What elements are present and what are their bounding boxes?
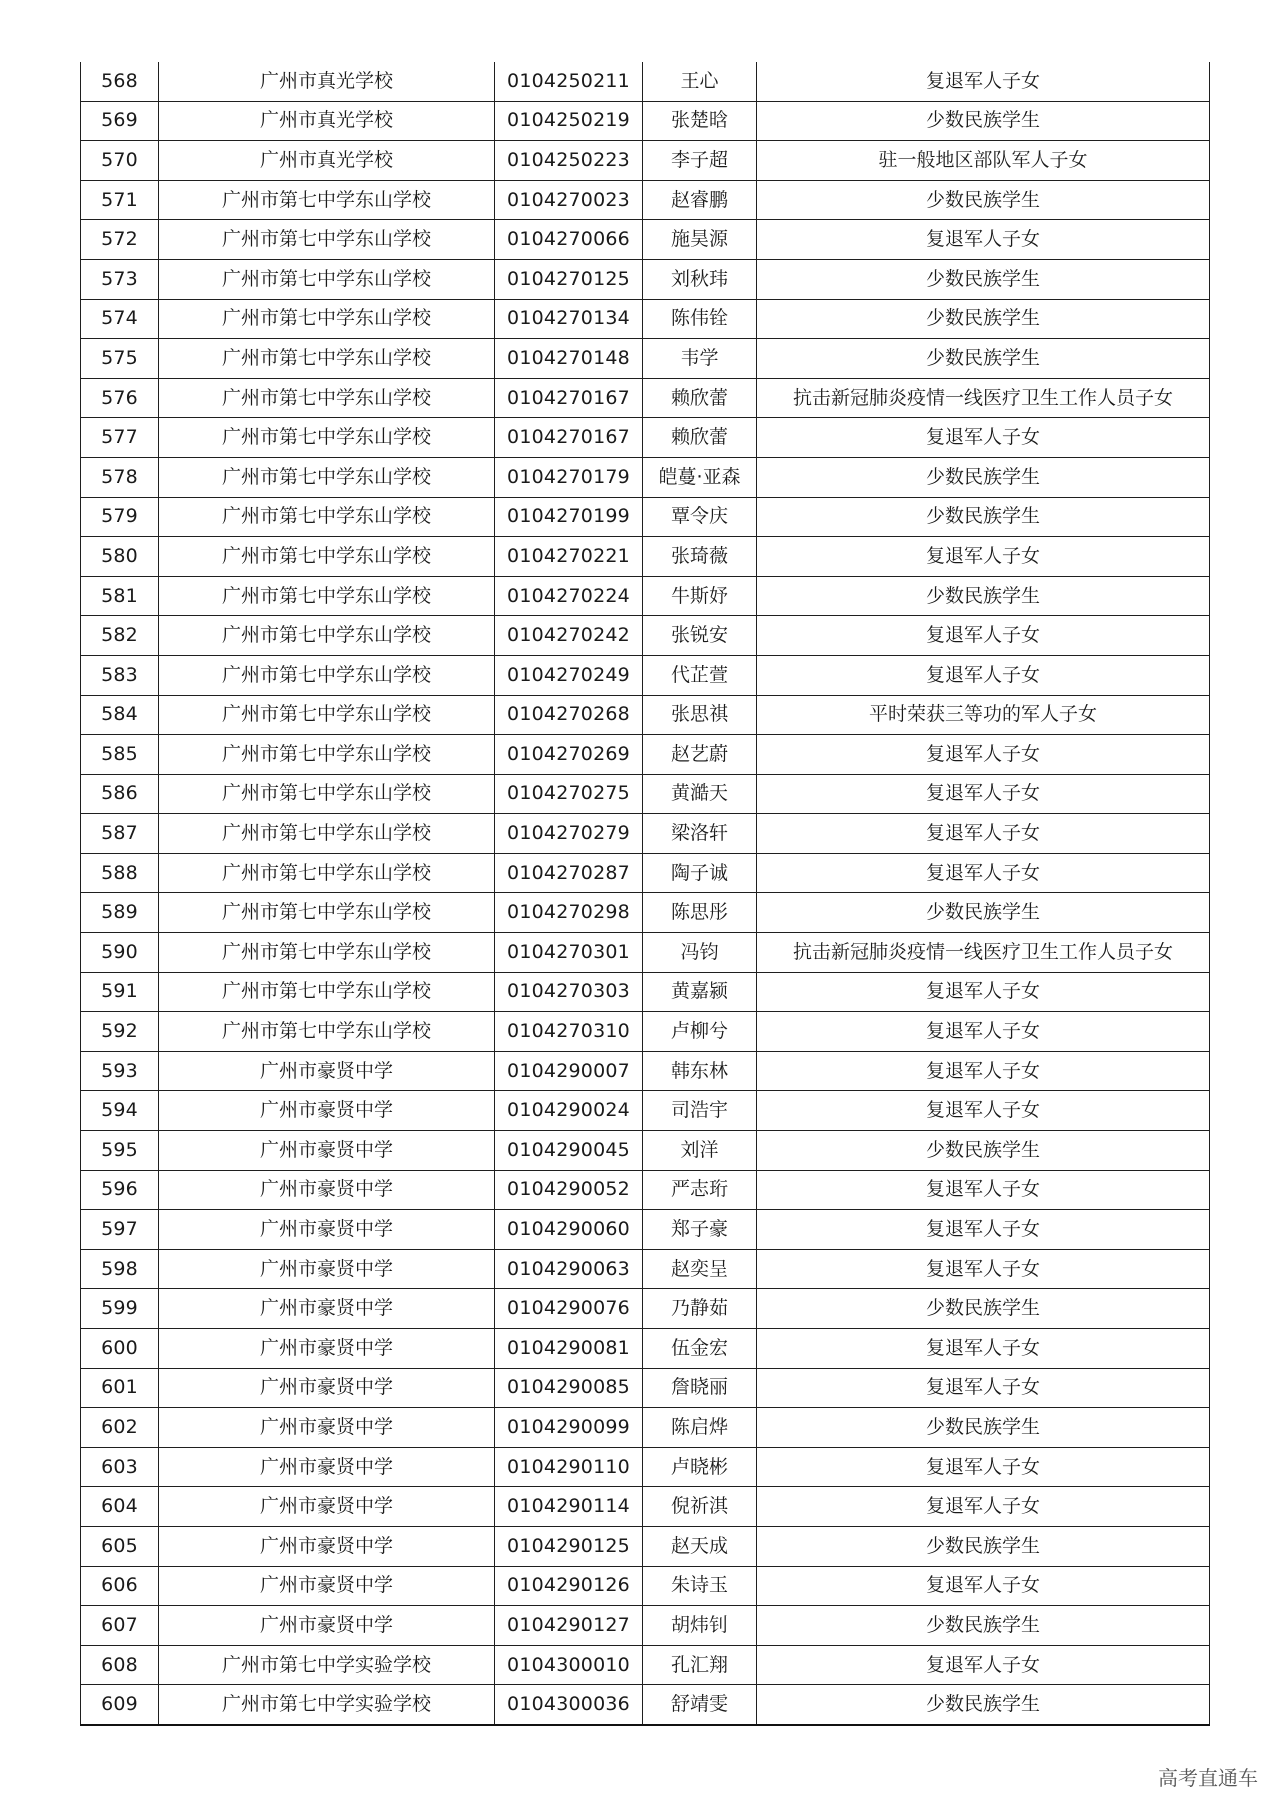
row-number-cell: 595 — [81, 1131, 159, 1171]
student-id-cell: 0104270066 — [495, 220, 643, 260]
student-id-cell: 0104270179 — [495, 457, 643, 497]
school-name-cell: 广州市第七中学东山学校 — [159, 735, 495, 775]
student-name-cell: 梁洛轩 — [643, 814, 757, 854]
row-number-cell: 575 — [81, 339, 159, 379]
student-id-cell: 0104270303 — [495, 972, 643, 1012]
category-cell: 复退军人子女 — [757, 1487, 1210, 1527]
school-name-cell: 广州市第七中学东山学校 — [159, 220, 495, 260]
row-number-cell: 571 — [81, 180, 159, 220]
school-name-cell: 广州市第七中学东山学校 — [159, 814, 495, 854]
category-cell: 少数民族学生 — [757, 497, 1210, 537]
row-number-cell: 583 — [81, 655, 159, 695]
student-id-cell: 0104270125 — [495, 259, 643, 299]
row-number-cell: 572 — [81, 220, 159, 260]
school-name-cell: 广州市豪贤中学 — [159, 1447, 495, 1487]
student-name-cell: 陈启烨 — [643, 1408, 757, 1448]
student-name-cell: 陈思彤 — [643, 893, 757, 933]
school-name-cell: 广州市第七中学东山学校 — [159, 616, 495, 656]
table-row — [81, 1487, 1210, 1527]
row-number-cell: 600 — [81, 1329, 159, 1369]
table-row — [81, 259, 1210, 299]
school-name-cell: 广州市第七中学东山学校 — [159, 378, 495, 418]
student-name-cell: 张思祺 — [643, 695, 757, 735]
student-id-cell: 0104250219 — [495, 101, 643, 141]
student-id-cell: 0104270224 — [495, 576, 643, 616]
table-row — [81, 1289, 1210, 1329]
student-id-cell: 0104290125 — [495, 1526, 643, 1566]
student-id-cell: 0104270275 — [495, 774, 643, 814]
row-number-cell: 596 — [81, 1170, 159, 1210]
row-number-cell: 579 — [81, 497, 159, 537]
roster-sheet — [80, 62, 1209, 1726]
student-name-cell: 陶子诚 — [643, 853, 757, 893]
student-name-cell: 覃令庆 — [643, 497, 757, 537]
student-name-cell: 施昊源 — [643, 220, 757, 260]
category-cell: 少数民族学生 — [757, 1526, 1210, 1566]
category-cell: 少数民族学生 — [757, 457, 1210, 497]
school-name-cell: 广州市第七中学东山学校 — [159, 299, 495, 339]
table-row — [81, 1170, 1210, 1210]
school-name-cell: 广州市第七中学东山学校 — [159, 774, 495, 814]
student-id-cell: 0104290081 — [495, 1329, 643, 1369]
school-name-cell: 广州市第七中学实验学校 — [159, 1645, 495, 1685]
student-id-cell: 0104290060 — [495, 1210, 643, 1250]
school-name-cell: 广州市第七中学东山学校 — [159, 457, 495, 497]
school-name-cell: 广州市第七中学东山学校 — [159, 418, 495, 458]
student-name-cell: 黄嘉颍 — [643, 972, 757, 1012]
table-row — [81, 101, 1210, 141]
table-row — [81, 1249, 1210, 1289]
school-name-cell: 广州市第七中学东山学校 — [159, 537, 495, 577]
student-id-cell: 0104290076 — [495, 1289, 643, 1329]
table-row — [81, 735, 1210, 775]
category-cell: 复退军人子女 — [757, 418, 1210, 458]
table-row — [81, 1526, 1210, 1566]
category-cell: 复退军人子女 — [757, 1051, 1210, 1091]
student-name-cell: 皑蔓·亚森 — [643, 457, 757, 497]
student-id-cell: 0104270242 — [495, 616, 643, 656]
table-row — [81, 1051, 1210, 1091]
category-cell: 抗击新冠肺炎疫情一线医疗卫生工作人员子女 — [757, 933, 1210, 973]
school-name-cell: 广州市豪贤中学 — [159, 1566, 495, 1606]
school-name-cell: 广州市豪贤中学 — [159, 1408, 495, 1448]
student-name-cell: 胡炜钊 — [643, 1606, 757, 1646]
school-name-cell: 广州市第七中学东山学校 — [159, 339, 495, 379]
table-row — [81, 616, 1210, 656]
row-number-cell: 568 — [81, 62, 159, 101]
roster-table — [80, 62, 1210, 1726]
student-name-cell: 韩东林 — [643, 1051, 757, 1091]
category-cell: 复退军人子女 — [757, 655, 1210, 695]
row-number-cell: 588 — [81, 853, 159, 893]
school-name-cell: 广州市第七中学东山学校 — [159, 259, 495, 299]
student-id-cell: 0104290127 — [495, 1606, 643, 1646]
table-row — [81, 141, 1210, 181]
row-number-cell: 593 — [81, 1051, 159, 1091]
table-row — [81, 537, 1210, 577]
row-number-cell: 574 — [81, 299, 159, 339]
student-id-cell: 0104290099 — [495, 1408, 643, 1448]
table-row — [81, 1012, 1210, 1052]
school-name-cell: 广州市豪贤中学 — [159, 1289, 495, 1329]
row-number-cell: 590 — [81, 933, 159, 973]
category-cell: 少数民族学生 — [757, 180, 1210, 220]
student-name-cell: 黄澔天 — [643, 774, 757, 814]
student-name-cell: 陈伟铨 — [643, 299, 757, 339]
school-name-cell: 广州市豪贤中学 — [159, 1131, 495, 1171]
category-cell: 复退军人子女 — [757, 1210, 1210, 1250]
student-id-cell: 0104270298 — [495, 893, 643, 933]
student-id-cell: 0104270221 — [495, 537, 643, 577]
category-cell: 复退军人子女 — [757, 814, 1210, 854]
student-id-cell: 0104250211 — [495, 62, 643, 101]
row-number-cell: 609 — [81, 1685, 159, 1725]
table-row — [81, 1645, 1210, 1685]
student-name-cell: 卢柳兮 — [643, 1012, 757, 1052]
school-name-cell: 广州市第七中学东山学校 — [159, 497, 495, 537]
table-row — [81, 1329, 1210, 1369]
student-id-cell: 0104270287 — [495, 853, 643, 893]
school-name-cell: 广州市第七中学东山学校 — [159, 853, 495, 893]
table-row — [81, 457, 1210, 497]
student-id-cell: 0104290063 — [495, 1249, 643, 1289]
row-number-cell: 569 — [81, 101, 159, 141]
student-name-cell: 赵睿鹏 — [643, 180, 757, 220]
category-cell: 复退军人子女 — [757, 62, 1210, 101]
student-name-cell: 严志珩 — [643, 1170, 757, 1210]
row-number-cell: 576 — [81, 378, 159, 418]
student-name-cell: 卢晓彬 — [643, 1447, 757, 1487]
student-name-cell: 赵艺蔚 — [643, 735, 757, 775]
school-name-cell: 广州市第七中学东山学校 — [159, 893, 495, 933]
row-number-cell: 606 — [81, 1566, 159, 1606]
row-number-cell: 599 — [81, 1289, 159, 1329]
student-name-cell: 李子超 — [643, 141, 757, 181]
row-number-cell: 585 — [81, 735, 159, 775]
student-id-cell: 0104290110 — [495, 1447, 643, 1487]
student-id-cell: 0104290045 — [495, 1131, 643, 1171]
student-name-cell: 伍金宏 — [643, 1329, 757, 1369]
student-name-cell: 倪祈淇 — [643, 1487, 757, 1527]
student-name-cell: 司浩宇 — [643, 1091, 757, 1131]
category-cell: 少数民族学生 — [757, 1408, 1210, 1448]
category-cell: 少数民族学生 — [757, 893, 1210, 933]
student-name-cell: 张琦薇 — [643, 537, 757, 577]
school-name-cell: 广州市真光学校 — [159, 62, 495, 101]
table-row — [81, 1566, 1210, 1606]
student-name-cell: 张楚晗 — [643, 101, 757, 141]
category-cell: 少数民族学生 — [757, 339, 1210, 379]
row-number-cell: 591 — [81, 972, 159, 1012]
student-name-cell: 赖欣蕾 — [643, 378, 757, 418]
table-row — [81, 1210, 1210, 1250]
table-row — [81, 972, 1210, 1012]
category-cell: 少数民族学生 — [757, 259, 1210, 299]
table-row — [81, 1408, 1210, 1448]
table-row — [81, 180, 1210, 220]
row-number-cell: 601 — [81, 1368, 159, 1408]
category-cell: 平时荣获三等功的军人子女 — [757, 695, 1210, 735]
row-number-cell: 580 — [81, 537, 159, 577]
category-cell: 复退军人子女 — [757, 1447, 1210, 1487]
row-number-cell: 605 — [81, 1526, 159, 1566]
category-cell: 复退军人子女 — [757, 853, 1210, 893]
student-name-cell: 郑子豪 — [643, 1210, 757, 1250]
table-row — [81, 1368, 1210, 1408]
row-number-cell: 582 — [81, 616, 159, 656]
category-cell: 少数民族学生 — [757, 1289, 1210, 1329]
table-row — [81, 497, 1210, 537]
row-number-cell: 604 — [81, 1487, 159, 1527]
watermark-text: 高考直通车 — [1158, 1766, 1258, 1790]
table-row — [81, 299, 1210, 339]
row-number-cell: 589 — [81, 893, 159, 933]
table-row — [81, 1131, 1210, 1171]
student-id-cell: 0104270269 — [495, 735, 643, 775]
row-number-cell: 594 — [81, 1091, 159, 1131]
student-id-cell: 0104290085 — [495, 1368, 643, 1408]
category-cell: 复退军人子女 — [757, 1645, 1210, 1685]
row-number-cell: 587 — [81, 814, 159, 854]
category-cell: 复退军人子女 — [757, 220, 1210, 260]
row-number-cell: 578 — [81, 457, 159, 497]
student-id-cell: 0104290007 — [495, 1051, 643, 1091]
student-id-cell: 0104270023 — [495, 180, 643, 220]
school-name-cell: 广州市第七中学东山学校 — [159, 933, 495, 973]
student-name-cell: 赖欣蕾 — [643, 418, 757, 458]
student-name-cell: 代芷萱 — [643, 655, 757, 695]
row-number-cell: 586 — [81, 774, 159, 814]
student-id-cell: 0104270134 — [495, 299, 643, 339]
row-number-cell: 570 — [81, 141, 159, 181]
category-cell: 复退军人子女 — [757, 1012, 1210, 1052]
table-row — [81, 378, 1210, 418]
school-name-cell: 广州市第七中学东山学校 — [159, 695, 495, 735]
school-name-cell: 广州市豪贤中学 — [159, 1170, 495, 1210]
school-name-cell: 广州市豪贤中学 — [159, 1329, 495, 1369]
category-cell: 抗击新冠肺炎疫情一线医疗卫生工作人员子女 — [757, 378, 1210, 418]
table-row — [81, 418, 1210, 458]
row-number-cell: 592 — [81, 1012, 159, 1052]
category-cell: 复退军人子女 — [757, 774, 1210, 814]
student-id-cell: 0104270301 — [495, 933, 643, 973]
category-cell: 复退军人子女 — [757, 1329, 1210, 1369]
table-row — [81, 62, 1210, 101]
table-row — [81, 695, 1210, 735]
table-row — [81, 814, 1210, 854]
student-name-cell: 韦学 — [643, 339, 757, 379]
school-name-cell: 广州市豪贤中学 — [159, 1091, 495, 1131]
student-name-cell: 王心 — [643, 62, 757, 101]
school-name-cell: 广州市第七中学东山学校 — [159, 576, 495, 616]
student-name-cell: 牛斯妤 — [643, 576, 757, 616]
student-name-cell: 朱诗玉 — [643, 1566, 757, 1606]
student-id-cell: 0104290114 — [495, 1487, 643, 1527]
school-name-cell: 广州市豪贤中学 — [159, 1368, 495, 1408]
category-cell: 复退军人子女 — [757, 1368, 1210, 1408]
category-cell: 复退军人子女 — [757, 1249, 1210, 1289]
school-name-cell: 广州市第七中学东山学校 — [159, 1012, 495, 1052]
row-number-cell: 598 — [81, 1249, 159, 1289]
row-number-cell: 608 — [81, 1645, 159, 1685]
school-name-cell: 广州市第七中学东山学校 — [159, 972, 495, 1012]
table-row — [81, 1606, 1210, 1646]
row-number-cell: 581 — [81, 576, 159, 616]
category-cell: 少数民族学生 — [757, 1131, 1210, 1171]
category-cell: 少数民族学生 — [757, 101, 1210, 141]
school-name-cell: 广州市第七中学东山学校 — [159, 655, 495, 695]
row-number-cell: 597 — [81, 1210, 159, 1250]
student-id-cell: 0104300036 — [495, 1685, 643, 1725]
row-number-cell: 607 — [81, 1606, 159, 1646]
student-id-cell: 0104290024 — [495, 1091, 643, 1131]
student-id-cell: 0104300010 — [495, 1645, 643, 1685]
category-cell: 复退军人子女 — [757, 1566, 1210, 1606]
student-name-cell: 刘秋玮 — [643, 259, 757, 299]
category-cell: 复退军人子女 — [757, 1170, 1210, 1210]
table-row — [81, 339, 1210, 379]
table-row — [81, 1685, 1210, 1725]
category-cell: 少数民族学生 — [757, 1606, 1210, 1646]
table-row — [81, 655, 1210, 695]
school-name-cell: 广州市真光学校 — [159, 141, 495, 181]
student-id-cell: 0104270167 — [495, 418, 643, 458]
category-cell: 复退军人子女 — [757, 1091, 1210, 1131]
row-number-cell: 573 — [81, 259, 159, 299]
student-name-cell: 詹晓丽 — [643, 1368, 757, 1408]
table-row — [81, 1091, 1210, 1131]
student-id-cell: 0104290126 — [495, 1566, 643, 1606]
student-name-cell: 刘洋 — [643, 1131, 757, 1171]
student-id-cell: 0104250223 — [495, 141, 643, 181]
student-id-cell: 0104270249 — [495, 655, 643, 695]
student-id-cell: 0104270268 — [495, 695, 643, 735]
table-row — [81, 576, 1210, 616]
category-cell: 复退军人子女 — [757, 972, 1210, 1012]
student-id-cell: 0104270167 — [495, 378, 643, 418]
table-row — [81, 933, 1210, 973]
student-id-cell: 0104270310 — [495, 1012, 643, 1052]
school-name-cell: 广州市真光学校 — [159, 101, 495, 141]
category-cell: 复退军人子女 — [757, 735, 1210, 775]
school-name-cell: 广州市豪贤中学 — [159, 1606, 495, 1646]
row-number-cell: 603 — [81, 1447, 159, 1487]
row-number-cell: 577 — [81, 418, 159, 458]
category-cell: 少数民族学生 — [757, 1685, 1210, 1725]
category-cell: 少数民族学生 — [757, 576, 1210, 616]
school-name-cell: 广州市第七中学实验学校 — [159, 1685, 495, 1725]
category-cell: 驻一般地区部队军人子女 — [757, 141, 1210, 181]
table-row — [81, 774, 1210, 814]
school-name-cell: 广州市豪贤中学 — [159, 1249, 495, 1289]
student-name-cell: 赵奕呈 — [643, 1249, 757, 1289]
school-name-cell: 广州市第七中学东山学校 — [159, 180, 495, 220]
student-name-cell: 乃静茹 — [643, 1289, 757, 1329]
table-row — [81, 853, 1210, 893]
roster-table-body — [81, 62, 1210, 1725]
student-name-cell: 舒靖雯 — [643, 1685, 757, 1725]
student-name-cell: 张锐安 — [643, 616, 757, 656]
table-row — [81, 1447, 1210, 1487]
school-name-cell: 广州市豪贤中学 — [159, 1487, 495, 1527]
school-name-cell: 广州市豪贤中学 — [159, 1526, 495, 1566]
student-name-cell: 冯钧 — [643, 933, 757, 973]
table-row — [81, 893, 1210, 933]
student-id-cell: 0104290052 — [495, 1170, 643, 1210]
row-number-cell: 602 — [81, 1408, 159, 1448]
row-number-cell: 584 — [81, 695, 159, 735]
category-cell: 复退军人子女 — [757, 537, 1210, 577]
category-cell: 复退军人子女 — [757, 616, 1210, 656]
school-name-cell: 广州市豪贤中学 — [159, 1210, 495, 1250]
student-id-cell: 0104270279 — [495, 814, 643, 854]
student-id-cell: 0104270148 — [495, 339, 643, 379]
student-name-cell: 孔汇翔 — [643, 1645, 757, 1685]
student-name-cell: 赵天成 — [643, 1526, 757, 1566]
student-id-cell: 0104270199 — [495, 497, 643, 537]
school-name-cell: 广州市豪贤中学 — [159, 1051, 495, 1091]
table-row — [81, 220, 1210, 260]
category-cell: 少数民族学生 — [757, 299, 1210, 339]
